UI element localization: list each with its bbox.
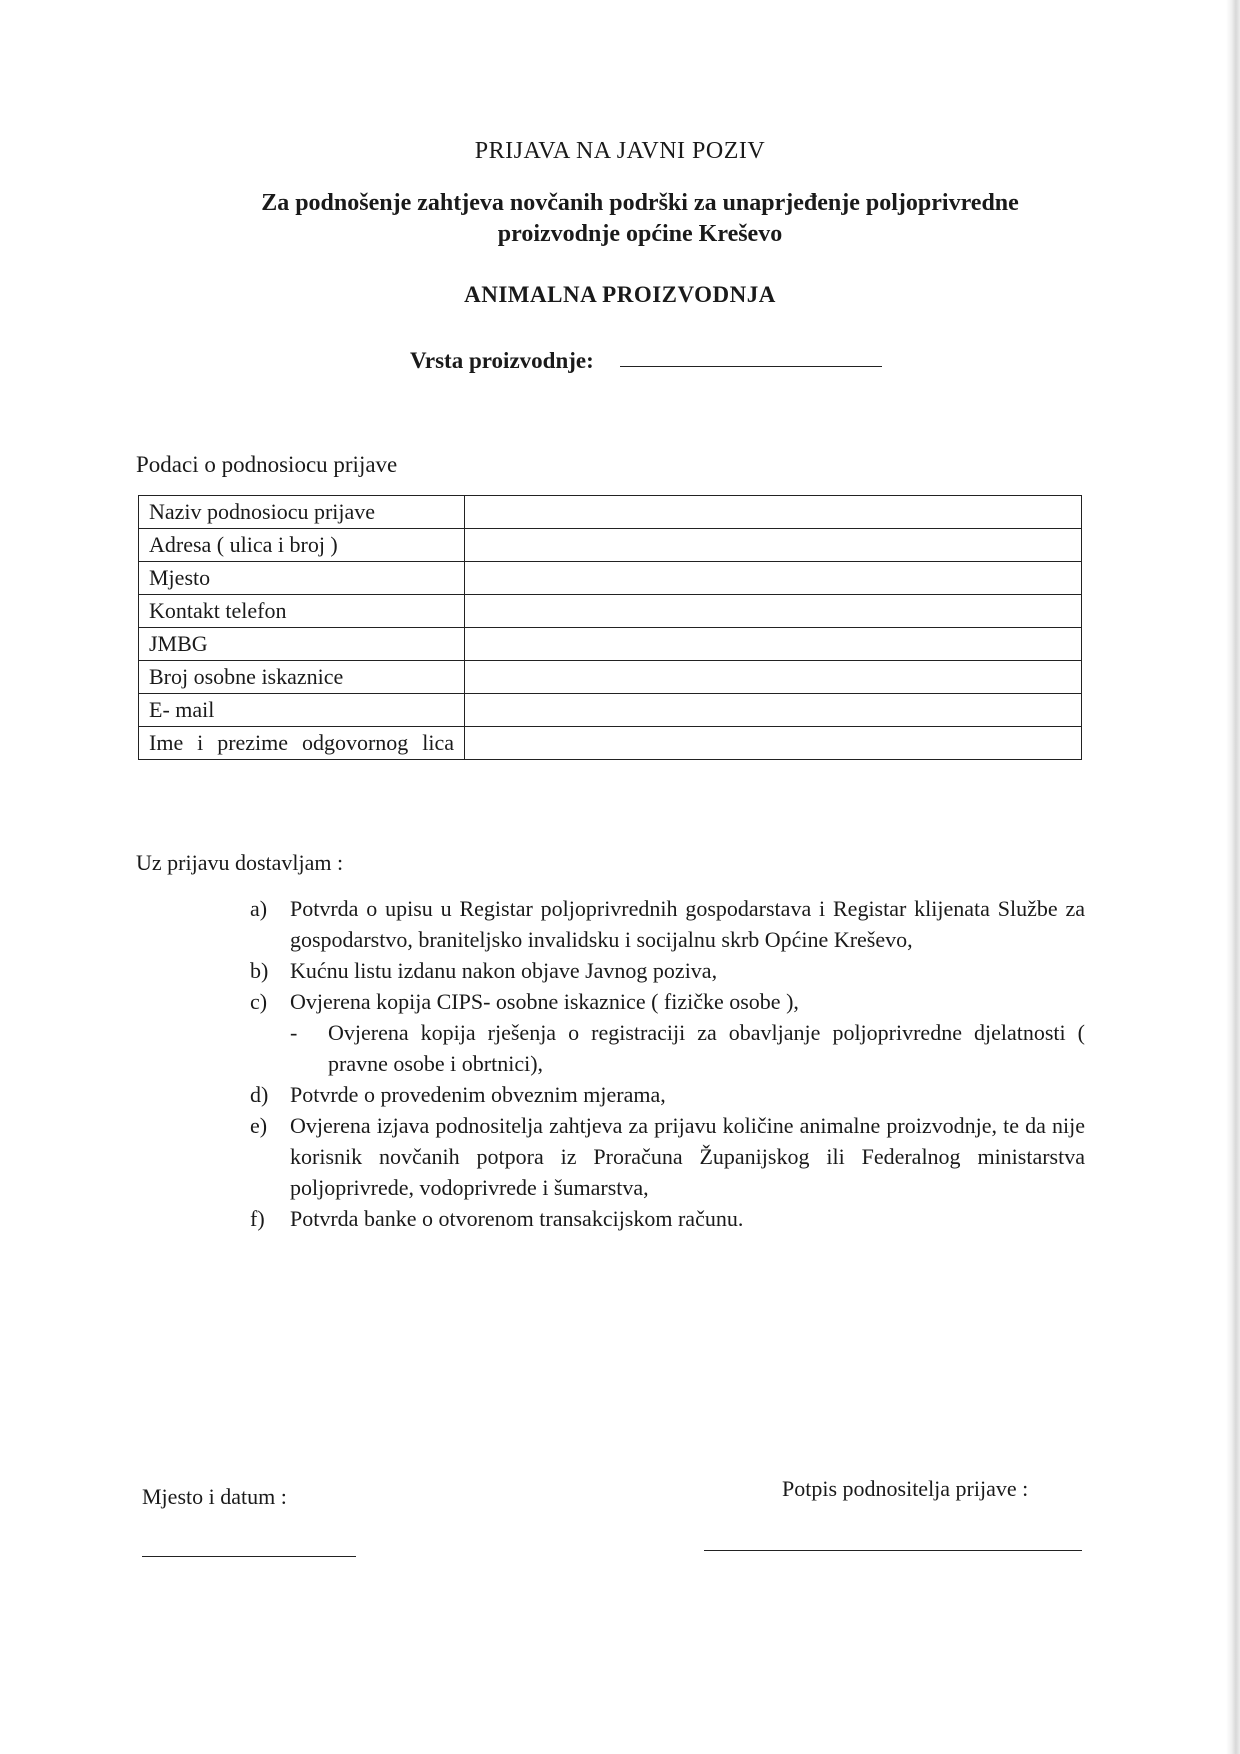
list-marker: -	[290, 1020, 298, 1045]
row-label-name: Naziv podnosiocu prijave	[139, 496, 465, 529]
list-marker: e)	[250, 1113, 268, 1138]
list-item-text: Potvrda o upisu u Registar poljoprivrednih gospodarstava i Registar klijenata Službe za gospodarstvo, braniteljsko invalidsku i socijalnu skrb Općine Kreševo,	[290, 896, 1085, 952]
list-item	[250, 986, 1085, 1017]
row-label-jmbg: JMBG	[139, 628, 465, 661]
list-item-text: Kućnu listu izdanu nakon objave Javnog poziva,	[290, 958, 718, 983]
table-row	[139, 694, 1082, 727]
form-subtitle	[200, 188, 1080, 250]
signature-line[interactable]	[704, 1550, 1082, 1551]
place-field[interactable]	[465, 562, 1082, 595]
list-item-text: Potvrde o provedenim obveznim mjerama,	[290, 1082, 666, 1107]
list-item-text: Potvrda banke o otvorenom transakcijskom računu.	[290, 1206, 744, 1231]
table-row	[139, 595, 1082, 628]
production-type-input-line[interactable]	[620, 366, 882, 367]
list-item	[250, 1203, 1085, 1234]
subtitle-line-1: Za podnošenje zahtjeva novčanih podrški za unaprjeđenje poljoprivredne	[261, 190, 1019, 216]
place-date-label: Mjesto i datum :	[142, 1484, 287, 1509]
scan-edge	[1226, 0, 1240, 1754]
list-marker: f)	[250, 1206, 265, 1231]
jmbg-field[interactable]	[465, 628, 1082, 661]
subtitle-line-2: proizvodnje općine Kreševo	[497, 221, 783, 247]
list-item	[250, 893, 1085, 955]
email-field[interactable]	[465, 694, 1082, 727]
row-label-id-card: Broj osobne iskaznice	[139, 661, 465, 694]
list-marker: c)	[250, 989, 268, 1014]
list-item-text: Ovjerena kopija CIPS- osobne iskaznice ( fizičke osobe ),	[290, 989, 799, 1014]
table-row	[139, 628, 1082, 661]
table-row	[139, 727, 1082, 760]
list-item-text: Ovjerena kopija rješenja o registraciji za obavljanje poljoprivredne djelatnosti ( pravne osobe i obrtnici),	[328, 1020, 1085, 1076]
applicant-name-field[interactable]	[465, 496, 1082, 529]
table-row	[139, 562, 1082, 595]
list-item-text: Ovjerena izjava podnositelja zahtjeva za prijavu količine animalne proizvodnje, te da nije korisnik novčanih potpora iz Proračuna Županijskog ili Federalnog ministarstva poljoprivrede, vodoprivrede i šumarstva,	[290, 1113, 1085, 1200]
address-field[interactable]	[465, 529, 1082, 562]
list-item	[250, 955, 1085, 986]
responsible-person-field[interactable]	[465, 727, 1082, 760]
table-row	[139, 661, 1082, 694]
place-date-line[interactable]	[142, 1556, 356, 1557]
applicant-heading: Podaci o podnosiocu prijave	[136, 452, 398, 477]
row-label-email: E- mail	[139, 694, 465, 727]
phone-field[interactable]	[465, 595, 1082, 628]
table-row	[139, 529, 1082, 562]
signature-label: Potpis podnositelja prijave :	[782, 1476, 1029, 1501]
list-marker: a)	[250, 896, 268, 921]
list-marker: b)	[250, 958, 269, 983]
row-label-address: Adresa ( ulica i broj )	[139, 529, 465, 562]
production-type-label: Vrsta proizvodnje:	[410, 348, 594, 373]
attachments-heading: Uz prijavu dostavljam :	[136, 850, 344, 875]
applicant-table	[138, 495, 1082, 760]
row-label-place: Mjesto	[139, 562, 465, 595]
table-row	[139, 496, 1082, 529]
list-marker: d)	[250, 1082, 269, 1107]
form-title: PRIJAVA NA JAVNI POZIV	[474, 138, 766, 164]
section-title: ANIMALNA PROIZVODNJA	[464, 282, 776, 307]
attachments-list	[250, 893, 1085, 1234]
row-label-phone: Kontakt telefon	[139, 595, 465, 628]
id-card-field[interactable]	[465, 661, 1082, 694]
list-item	[250, 1110, 1085, 1203]
list-subitem	[250, 1017, 1085, 1079]
row-label-responsible-person: Ime i prezime odgovornog lica	[139, 727, 465, 760]
list-item	[250, 1079, 1085, 1110]
